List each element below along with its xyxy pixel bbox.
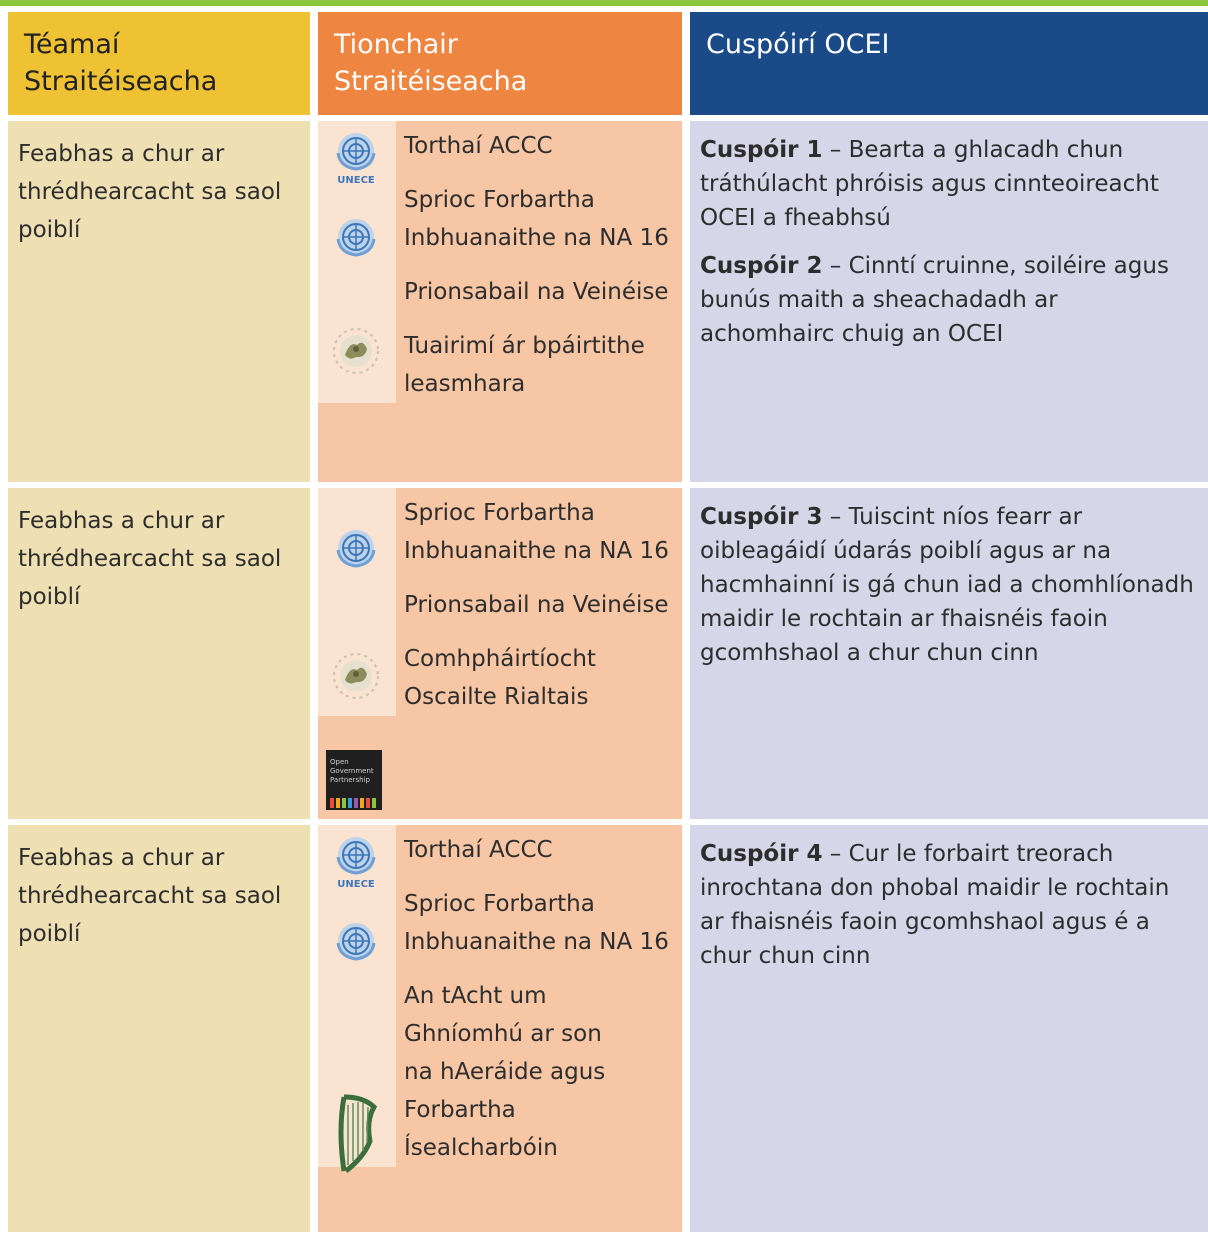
logo-column — [318, 121, 396, 403]
impact-item: Comhpháirtíocht Oscailte Rialtais — [404, 646, 596, 710]
objective-item — [700, 837, 1196, 973]
theme-cell: Feabhas a chur ar thrédhearcacht sa saol poiblí — [8, 485, 314, 822]
harp-icon — [334, 1091, 382, 1177]
un-emblem-icon — [332, 217, 380, 259]
un-emblem-icon — [332, 131, 380, 185]
header-themes — [8, 12, 314, 118]
venice-emblem-icon — [332, 327, 380, 375]
header-row — [8, 12, 1208, 118]
theme-cell: Feabhas a chur ar thrédhearcacht sa saol poiblí — [8, 822, 314, 1232]
ogp-caption-line2: Government — [330, 767, 374, 775]
impact-item: Torthaí ACCC — [404, 133, 553, 159]
impact-item: Prionsabail na Veinéise — [404, 592, 669, 618]
unece-logo — [332, 835, 380, 893]
un-sdg-logo — [332, 217, 380, 263]
impact-item: Torthaí ACCC — [404, 837, 553, 863]
impact-item: Tuairimí ár bpáirtithe leasmhara — [404, 333, 645, 397]
impact-item: An tAcht um Ghníomhú ar son na hAeráide agus Forbartha Ísealcharbóin — [404, 983, 606, 1161]
un-emblem-icon — [332, 921, 380, 963]
venice-commission-logo — [332, 652, 380, 704]
header-impacts-line1: Tionchair — [334, 29, 458, 60]
objective-text: – Tuiscint níos fearr ar oibleagáidí údarás poiblí agus ar na hacmhainní is gá chun iad a chomhlíonadh maidir le rochtain ar fhaisnéis faoin gcomhshaol a chur chun cinn — [700, 504, 1194, 666]
harp-emblem — [334, 1091, 382, 1181]
header-impacts — [314, 12, 686, 118]
header-objectives-text: Cuspóirí OCEI — [706, 29, 890, 60]
un-emblem-icon — [332, 835, 380, 889]
impacts-cell — [314, 118, 686, 485]
unece-logo — [332, 131, 380, 189]
top-accent-bar — [0, 0, 1208, 6]
objective-item — [700, 249, 1196, 351]
header-themes-line1: Téamaí — [24, 29, 120, 60]
venice-emblem-icon — [332, 652, 380, 700]
header-themes-line2: Straitéiseacha — [24, 66, 218, 97]
table-row — [8, 118, 1208, 485]
objectives-cell — [686, 118, 1208, 485]
table-row — [8, 485, 1208, 822]
objective-label: Cuspóir 4 — [700, 841, 823, 867]
logo-column — [318, 488, 396, 784]
objectives-cell — [686, 485, 1208, 822]
ogp-logo — [326, 750, 382, 814]
objective-text: – Bearta a ghlacadh chun tráthúlacht phróisis agus cinnteoireacht OCEI a fheabhsú — [700, 137, 1159, 231]
objective-label: Cuspóir 1 — [700, 137, 823, 163]
unece-caption: UNECE — [337, 879, 375, 889]
table-row — [8, 822, 1208, 1232]
objective-text: – Cinntí cruinne, soiléire agus bunús maith a sheachadadh ar achomhairc chuig an OCEI — [700, 253, 1169, 347]
objective-label: Cuspóir 2 — [700, 253, 823, 279]
impact-item: Sprioc Forbartha Inbhuanaithe na NA 16 — [404, 891, 669, 955]
un-emblem-icon — [332, 528, 380, 570]
impacts-cell — [314, 822, 686, 1232]
objective-item — [700, 500, 1196, 670]
un-sdg-logo — [332, 528, 380, 574]
objectives-cell — [686, 822, 1208, 1232]
objective-label: Cuspóir 3 — [700, 504, 823, 530]
unece-caption: UNECE — [337, 175, 375, 185]
un-sdg-logo — [332, 921, 380, 967]
logo-column — [318, 825, 396, 1167]
ogp-caption-line3: Partnership — [330, 776, 370, 784]
strategy-table — [8, 12, 1208, 1232]
objective-item — [700, 133, 1196, 235]
header-impacts-line2: Straitéiseacha — [334, 66, 528, 97]
impacts-cell — [314, 485, 686, 822]
impact-item: Sprioc Forbartha Inbhuanaithe na NA 16 — [404, 500, 669, 564]
impact-item: Sprioc Forbartha Inbhuanaithe na NA 16 — [404, 187, 669, 251]
objective-text: – Cur le forbairt treorach inrochtana don phobal maidir le rochtain ar fhaisnéis faoin gcomhshaol agus é a chur chun cinn — [700, 841, 1170, 969]
theme-cell: Feabhas a chur ar thrédhearcacht sa saol poiblí — [8, 118, 314, 485]
header-objectives — [686, 12, 1208, 118]
ogp-caption-line1: Open — [330, 758, 349, 766]
venice-commission-logo — [332, 327, 380, 379]
ogp-logo-icon — [326, 750, 382, 810]
impact-item: Prionsabail na Veinéise — [404, 279, 669, 305]
